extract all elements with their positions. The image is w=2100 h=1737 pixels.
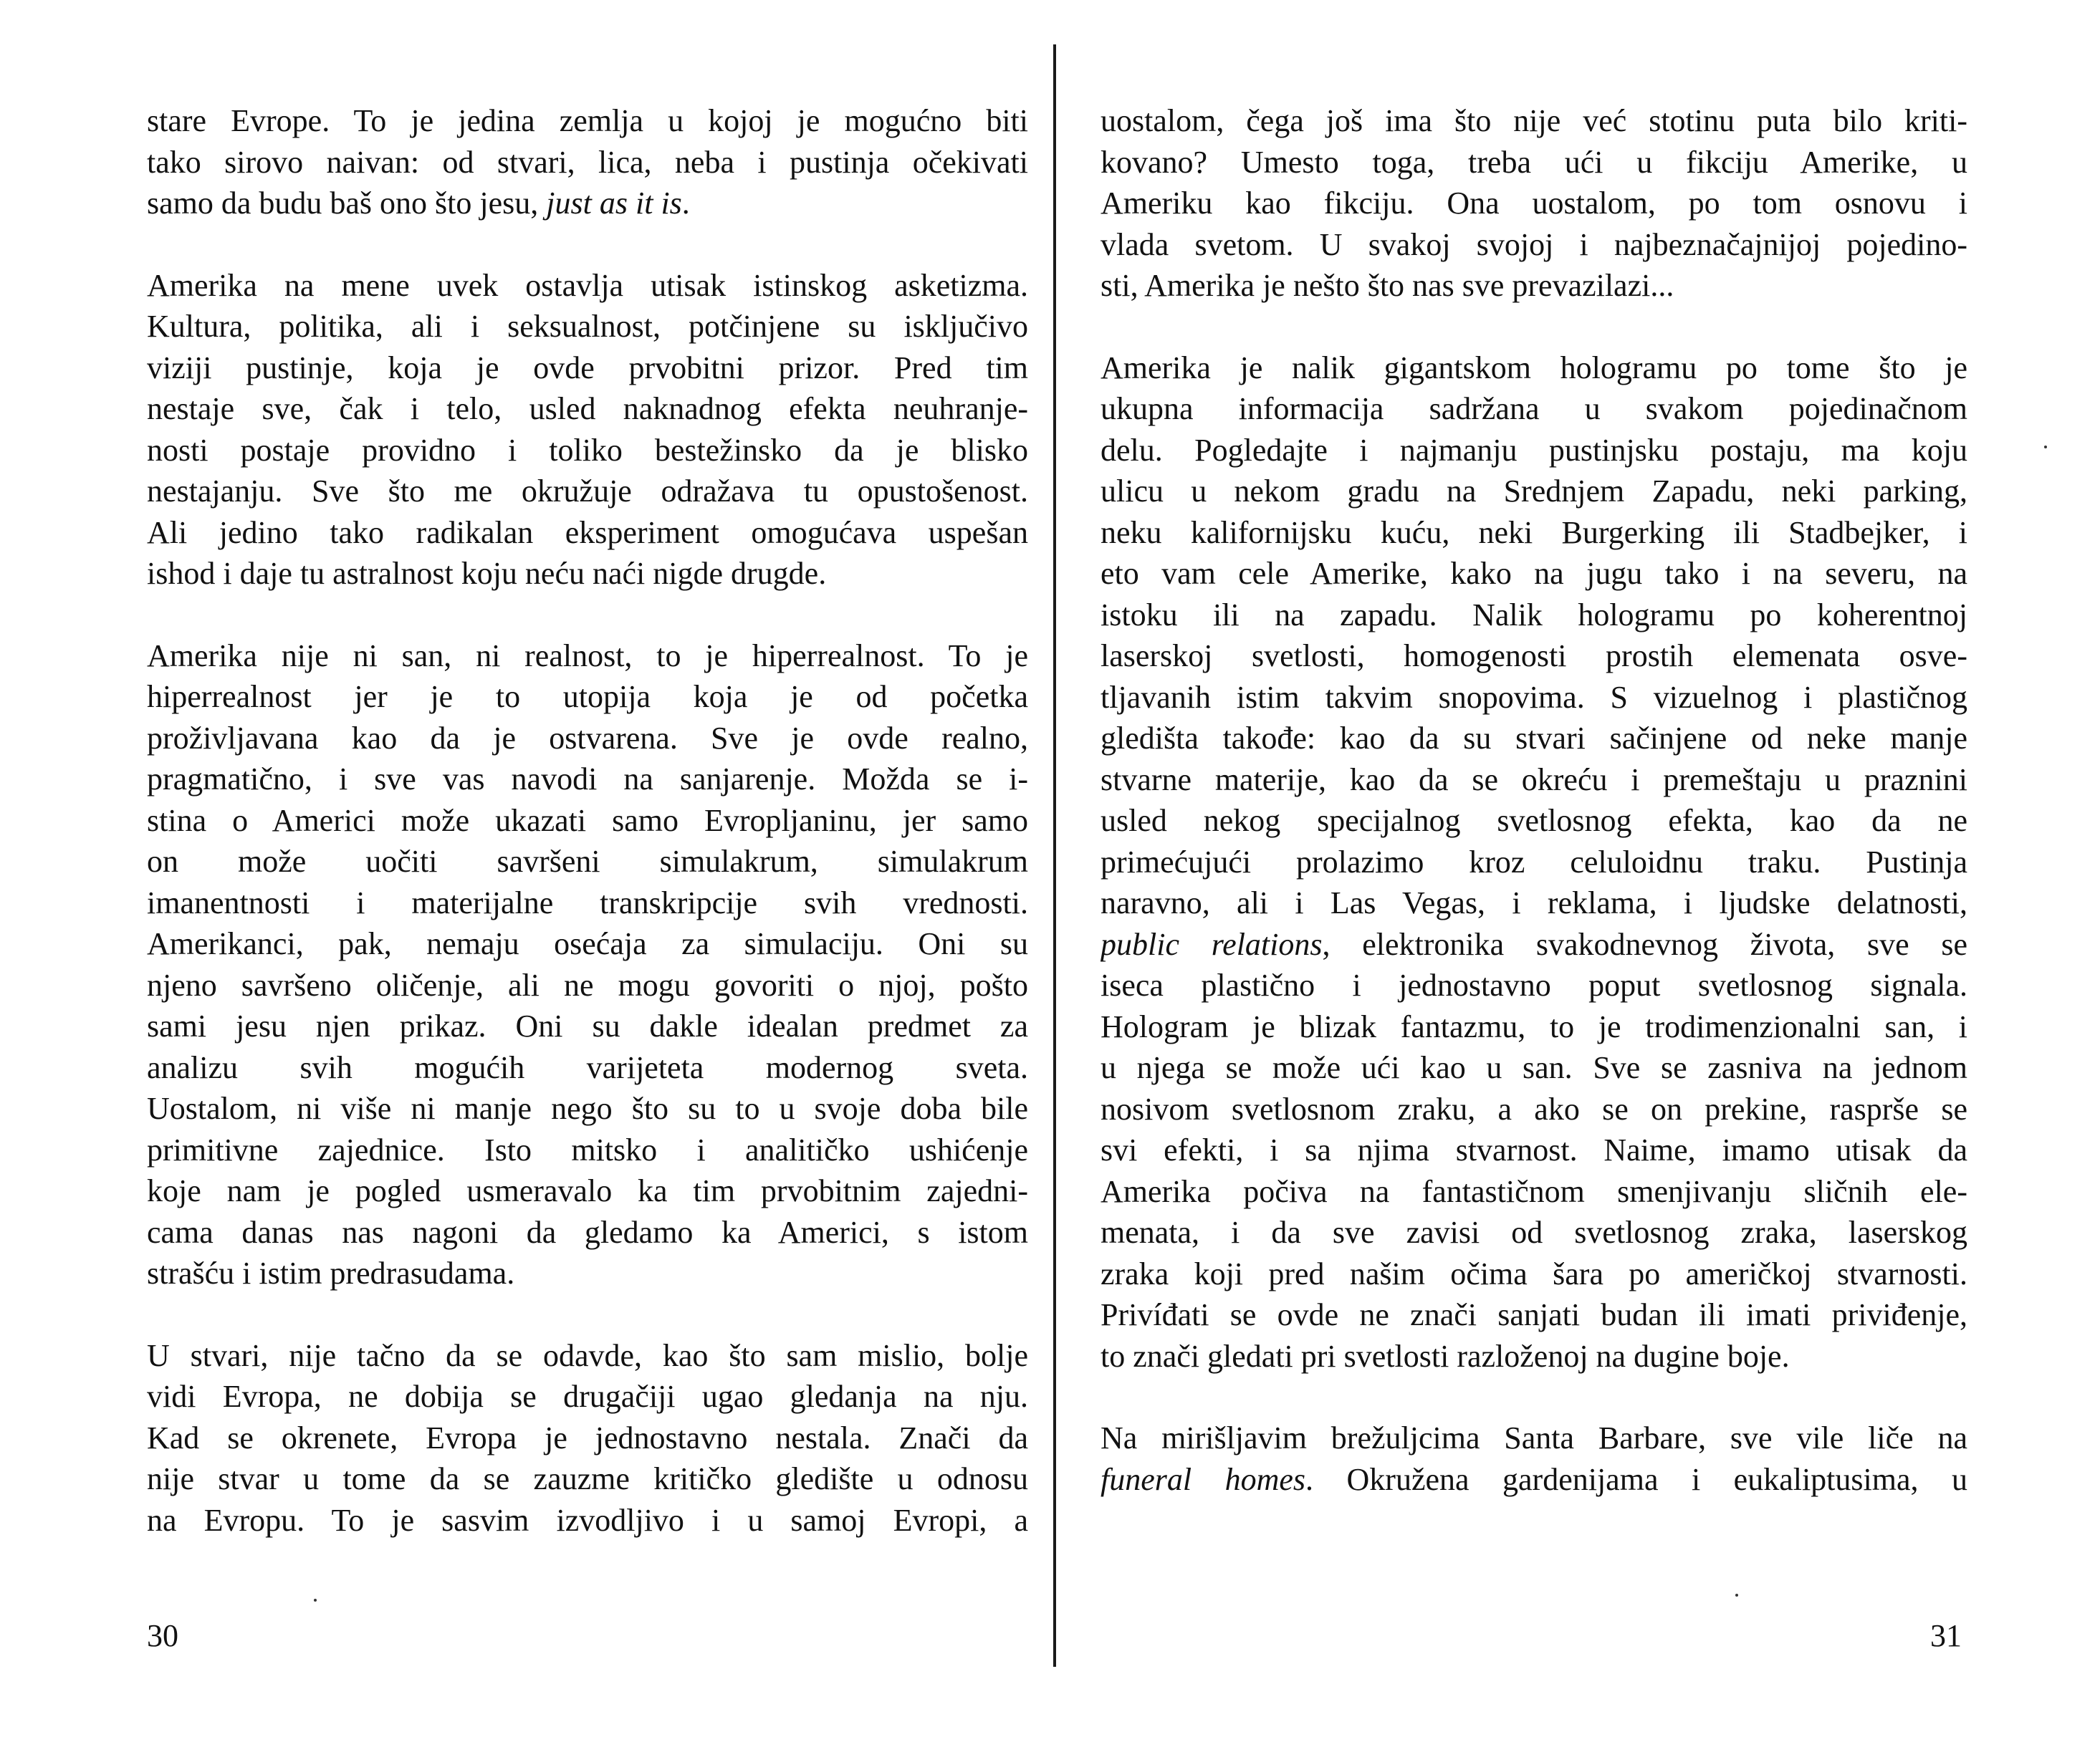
text-line: nosivom svetlosnom zraku, a ako se on prekine, rasprše se	[1101, 1091, 1967, 1127]
text-line: gledišta takođe: kao da su stvari sačinjene od neke manje	[1101, 721, 1967, 756]
text-line: Amerikanci, pak, nemaju osećaja za simulaciju. Oni su	[147, 926, 1028, 961]
text-line: na Evropu. To je sasvim izvodljivo i u samoj Evropi, a	[147, 1502, 1028, 1538]
text-line: Hologram je blizak fantazmu, to je trodimenzionalni san, i	[1101, 1009, 1967, 1044]
text-line: iseca plastično i jednostavno poput svetlosnog signala.	[1101, 968, 1967, 1003]
text-line: nije stvar u tome da se zauzme kritičko gledište u odnosu	[147, 1461, 1028, 1496]
text-line: Privíđati se ovde ne znači sanjati budan ili imati priviđenje,	[1101, 1297, 1967, 1332]
text-line: stvarne materije, kao da se okreću i premeštaju u praznini	[1101, 761, 1967, 797]
left-paragraph-2	[147, 265, 1028, 595]
left-paragraph-1	[147, 100, 1028, 224]
left-paragraph-4	[147, 1335, 1028, 1541]
text-line: hiperrealnost jer je to utopija koja je od početka	[147, 679, 1028, 714]
text-line: sami jesu njen prikaz. Oni su dakle idealan predmet za	[147, 1009, 1028, 1044]
text-line: tako sirovo naivan: od stvari, lica, neba i pustinja očekivati	[147, 144, 1028, 180]
right-paragraph-2	[1101, 347, 1967, 1377]
page-number-left: 30	[147, 1618, 178, 1653]
text-line: Amerika nije ni san, ni realnost, to je hiperrealnost. To je	[147, 637, 1028, 673]
text-line: u njega se može ući kao u san. Sve se zasniva na jednom	[1101, 1050, 1967, 1085]
text-line: ulicu u nekom gradu na Srednjem Zapadu, neki parking,	[1101, 473, 1967, 509]
text-line: istoku ili na zapadu. Nalik hologramu po koherentnoj	[1101, 597, 1967, 632]
text-line: delu. Pogledajte i najmanju pustinjsku postaju, ma koju	[1101, 432, 1967, 468]
text-line: strašću i istim predrasudama.	[147, 1256, 515, 1291]
left-paragraph-3	[147, 635, 1028, 1294]
text-line: Uostalom, ni više ni manje nego što su to u svoje doba bile	[147, 1091, 1028, 1126]
text-line: nestaje sve, čak i telo, usled naknadnog efekta neuhranje-	[147, 391, 1028, 426]
page-number-right: 31	[1930, 1618, 1962, 1653]
text-line: Amerika je nalik gigantskom hologramu po tome što je	[1101, 350, 1967, 385]
text-line: Amerika počiva na fantastičnom smenjivanju sličnih ele-	[1101, 1173, 1967, 1209]
right-paragraph-1	[1101, 100, 1967, 307]
text-line: usled nekog specijalnog svetlosnog efekta, kao da ne	[1101, 803, 1967, 838]
text-line: Ali jedino tako radikalan eksperiment omogućava uspešan	[147, 514, 1028, 550]
text-line: laserskoj svetlosti, homogenosti prostih elemenata osve-	[1101, 638, 1967, 673]
text-line: vlada svetom. U svakoj svojoj i najbeznačajnijoj pojedino-	[1101, 226, 1967, 262]
text-line: vidi Evropa, ne dobija se drugačiji ugao gledanja na nju.	[147, 1379, 1028, 1414]
text-line: nestajanju. Sve što me okružuje odražava tu opustošenost.	[147, 473, 1028, 509]
text-line: analizu svih mogućih varijeteta modernog sveta.	[147, 1049, 1028, 1085]
scan-speck	[2044, 446, 2047, 448]
right-page	[1101, 100, 1967, 1500]
text-line: Amerika na mene uvek ostavlja utisak istinskog asketizma.	[147, 267, 1028, 303]
text-line: primećujući prolazimo kroz celuloidnu traku. Pustinja	[1101, 844, 1967, 880]
text-line: Na mirišljavim brežuljcima Santa Barbare, sve vile liče na	[1101, 1420, 1967, 1455]
text-line: naravno, ali i Las Vegas, i reklama, i ljudske delatnosti,	[1101, 885, 1967, 920]
italic-phrase: funeral homes	[1101, 1461, 1306, 1497]
text-line: svi efekti, i sa njima stvarnost. Naime, imamo utisak da	[1101, 1132, 1967, 1168]
text-line: ishod i daje tu astralnost koju neću naći nigde drugde.	[147, 556, 827, 591]
text-line: nosti postaje providno i toliko bestežinsko da je blisko	[147, 432, 1028, 468]
text-line: stare Evrope. To je jedina zemlja u kojoj je mogućno biti	[147, 103, 1028, 138]
right-paragraph-3	[1101, 1418, 1967, 1500]
text-line: Kad se okrenete, Evropa je jednostavno nestala. Znači da	[147, 1420, 1028, 1455]
text-line: koje nam je pogled usmeravalo ka tim prvobitnim zajedni-	[147, 1173, 1028, 1208]
text-line: neku kalifornijsku kuću, neki Burgerking ili Stadbejker, i	[1101, 514, 1967, 550]
text-line: on može uočiti savršeni simulakrum, simulakrum	[147, 844, 1028, 879]
text-line: primitivne zajednice. Isto mitsko i analitičko ushićenje	[147, 1132, 1028, 1168]
text-line: kovano? Umesto toga, treba ući u fikciju Amerike, u	[1101, 144, 1967, 180]
text-line: cama danas nas nagoni da gledamo ka Americi, s istom	[147, 1214, 1028, 1250]
text-line: samo da budu baš ono što jesu, just as it is.	[147, 186, 690, 221]
text-line: uostalom, čega još ima što nije već stotinu puta bilo kriti-	[1101, 103, 1967, 138]
text-line: imanentnosti i materijalne transkripcije svih vrednosti.	[147, 885, 1028, 920]
italic-phrase: just as it is	[546, 186, 682, 221]
scan-speck	[1735, 1594, 1738, 1597]
left-page	[147, 100, 1028, 1541]
text-line: viziji pustinje, koja je ovde prvobitni prizor. Pred tim	[147, 350, 1028, 385]
text-line: to znači gledati pri svetlosti razloženoj na dugine boje.	[1101, 1338, 1790, 1374]
text-line: U stvari, nije tačno da se odavde, kao što sam mislio, bolje	[147, 1337, 1028, 1373]
text-line: stina o Americi može ukazati samo Evropljaninu, jer samo	[147, 802, 1028, 838]
text-line: public relations, elektronika svakodnevnog života, sve se	[1101, 926, 1967, 962]
text-line: Ameriku kao fikciju. Ona uostalom, po tom osnovu i	[1101, 186, 1967, 221]
scan-speck	[314, 1599, 317, 1602]
text-line: tljavanih istim takvim snopovima. S vizuelnog i plastičnog	[1101, 679, 1967, 715]
text-line: zraka koji pred našim očima šara po američkoj stvarnosti.	[1101, 1256, 1967, 1291]
text-line: proživljavana kao da je ostvarena. Sve je ovde realno,	[147, 720, 1028, 756]
text-line: Kultura, politika, ali i seksualnost, potčinjene su isključivo	[147, 309, 1028, 344]
italic-phrase: public relations	[1101, 926, 1323, 962]
text-line: eto vam cele Amerike, kako na jugu tako i na severu, na	[1101, 556, 1967, 591]
spine-divider	[1053, 44, 1056, 1667]
text-line: njeno savršeno oličenje, ali ne mogu govoriti o njoj, pošto	[147, 967, 1028, 1003]
text-line: pragmatično, i sve vas navodi na sanjarenje. Možda se i-	[147, 761, 1028, 797]
text-line: ukupna informacija sadržana u svakom pojedinačnom	[1101, 391, 1967, 426]
text-line: sti, Amerika je nešto što nas sve prevazilazi...	[1101, 268, 1674, 303]
text-line: funeral homes. Okružena gardenijama i eukaliptusima, u	[1101, 1461, 1967, 1497]
text-line: menata, i da sve zavisi od svetlosnog zraka, laserskog	[1101, 1215, 1967, 1250]
